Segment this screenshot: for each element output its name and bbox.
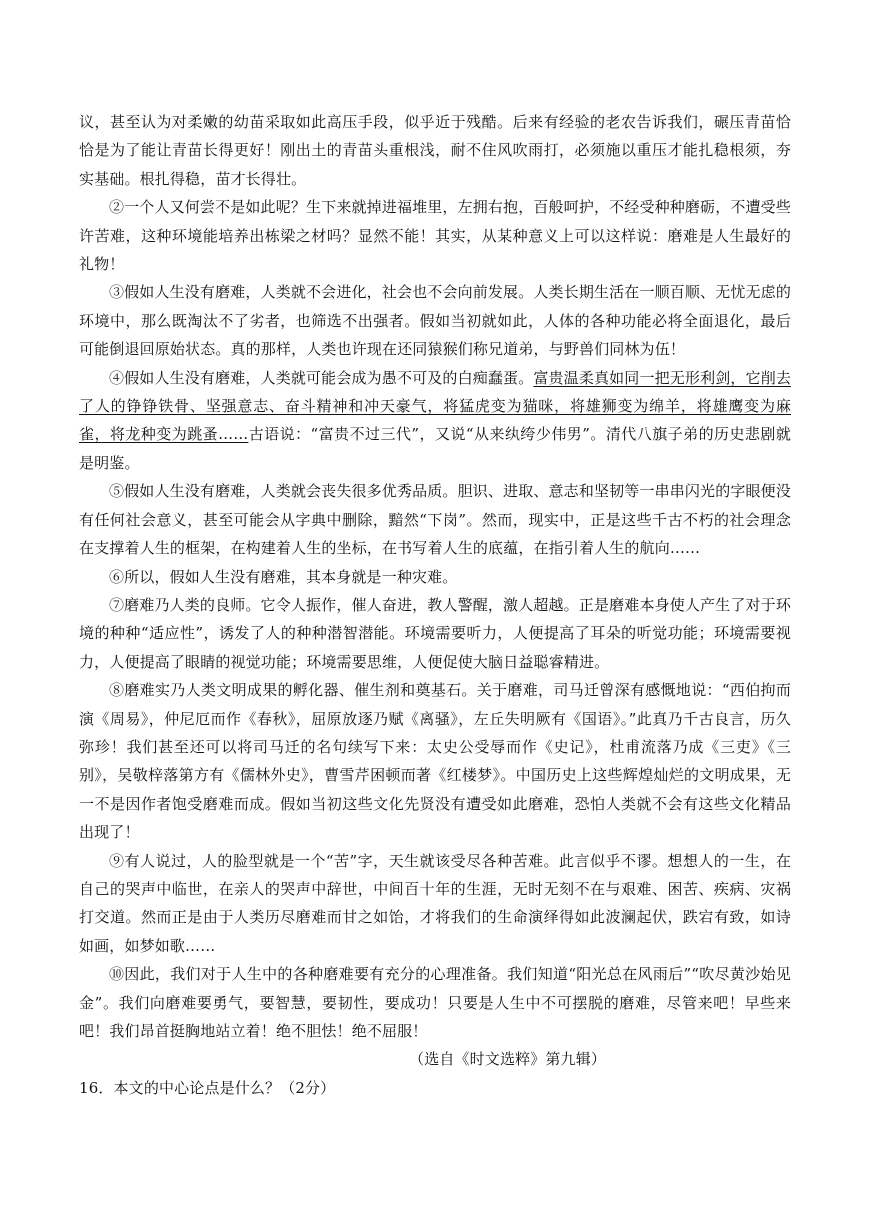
paragraph-9: ⑨有人说过，人的脸型就是一个“苦”字，天生就该受尽各种苦难。此言似乎不谬。想想人的一生，在自己的哭声中临世，在亲人的哭声中辞世，中间百十年的生涯，无时无刻不在与艰难、困苦、疾病、灾祸打交道。然而正是由于人类历尽磨难而甘之如饴，才将我们的生命演绎得如此波澜起伏，跌宕有致，如诗如画，如梦如歌…… — [79, 851, 791, 955]
paragraph-6: ⑥所以，假如人生没有磨难，其本身就是一种灾难。 — [109, 567, 458, 586]
paragraph-2: ②一个人又何尝不是如此呢？生下来就掉进福堆里，左拥右抱，百般呵护，不经受种种磨砺，不遭受些许苦难，这种环境能培养出栋梁之材吗？显然不能！其实，从某种意义上可以这样说：磨难是人生最好的礼物！ — [79, 198, 791, 274]
paragraph-5: ⑤假如人生没有磨难，人类就会丧失很多优秀品质。胆识、进取、意志和坚韧等一串串闪光的字眼便没有任何社会意义，甚至可能会从字典中删除，黯然“下岗”。然而，现实中，正是这些千古不朽的社会理念在支撑着人生的框架，在构建着人生的坐标，在书写着人生的底蕴，在指引着人生的航向…… — [79, 482, 791, 558]
paragraph-3: ③假如人生没有磨难，人类就不会进化，社会也不会向前发展。人类长期生活在一顺百顺、无忧无虑的环境中，那么既淘汰不了劣者，也筛选不出强者。假如当初就如此，人体的各种功能必将全面退化，最后可能倒退回原始状态。真的那样，人类也许现在还同猿猴们称兄道弟，与野兽们同林为伍！ — [79, 283, 791, 359]
document-page — [79, 108, 791, 1102]
paragraph-continued: 议，甚至认为对柔嫩的幼苗采取如此高压手段，似乎近于残酷。后来有经验的老农告诉我们，碾压青苗恰恰是为了能让青苗长得更好！刚出土的青苗头重根浅，耐不住风吹雨打，必须施以重压才能扎稳根须，夯实基础。根扎得稳，苗才长得壮。 — [79, 113, 791, 188]
paragraph-4-start: ④假如人生没有磨难，人类就可能会成为愚不可及的白痴蠢蛋。 — [109, 368, 534, 387]
paragraph-4 — [79, 364, 791, 478]
paragraph-4-underlined: 富贵温柔真如同一把无形利剑，它削去了人的铮铮铁骨、坚强意志、奋斗精神和冲天豪气，将猛虎变为猫咪，将雄狮变为绵羊，将雄鹰变为麻雀，将龙种变为跳蚤…… — [79, 368, 791, 444]
source-citation: （选自《时文选粹》第九辑） — [409, 1050, 606, 1069]
paragraph-10: ⑩因此，我们对于人生中的各种磨难要有充分的心理准备。我们知道“阳光总在风雨后”“吹尽黄沙始见金”。我们向磨难要勇气，要智慧，要韧性，要成功！只要是人生中不可摆脱的磨难，尽管来吧！早些来吧！我们昂首挺胸地站立着！绝不胆怯！绝不屈服！ — [79, 965, 791, 1040]
paragraph-4-end: 古语说：“富贵不过三代”，又说“从来纨绔少伟男”。清代八旗子弟的历史悲剧就是明鉴。 — [79, 425, 791, 472]
paragraph-8: ⑧磨难实乃人类文明成果的孵化器、催生剂和奠基石。关于磨难，司马迁曾深有感慨地说：“西伯拘而演《周易》，仲尼厄而作《春秋》，屈原放逐乃赋《离骚》，左丘失明厥有《国语》。”此真乃千古良言，历久弥珍！我们甚至还可以将司马迁的名句续写下来：太史公受辱而作《史记》，杜甫流落乃成《三吏》《三别》，吴敬梓落第方有《儒林外史》，曹雪芹困顿而著《红楼梦》。中国历史上这些辉煌灿烂的文明成果，无一不是因作者饱受磨难而成。假如当初这些文化先贤没有遭受如此磨难，恐怕人类就不会有这些文化精品出现了！ — [79, 681, 791, 842]
question-16: 16．本文的中心论点是什么？（2分） — [79, 1078, 336, 1097]
paragraph-7: ⑦磨难乃人类的良师。它令人振作，催人奋进，教人警醒，激人超越。正是磨难本身使人产生了对于环境的种种“适应性”，诱发了人的种种潜智潜能。环境需要听力，人便提高了耳朵的听觉功能；环境需要视力，人便提高了眼睛的视觉功能；环境需要思维，人便促使大脑日益聪睿精进。 — [79, 595, 791, 671]
